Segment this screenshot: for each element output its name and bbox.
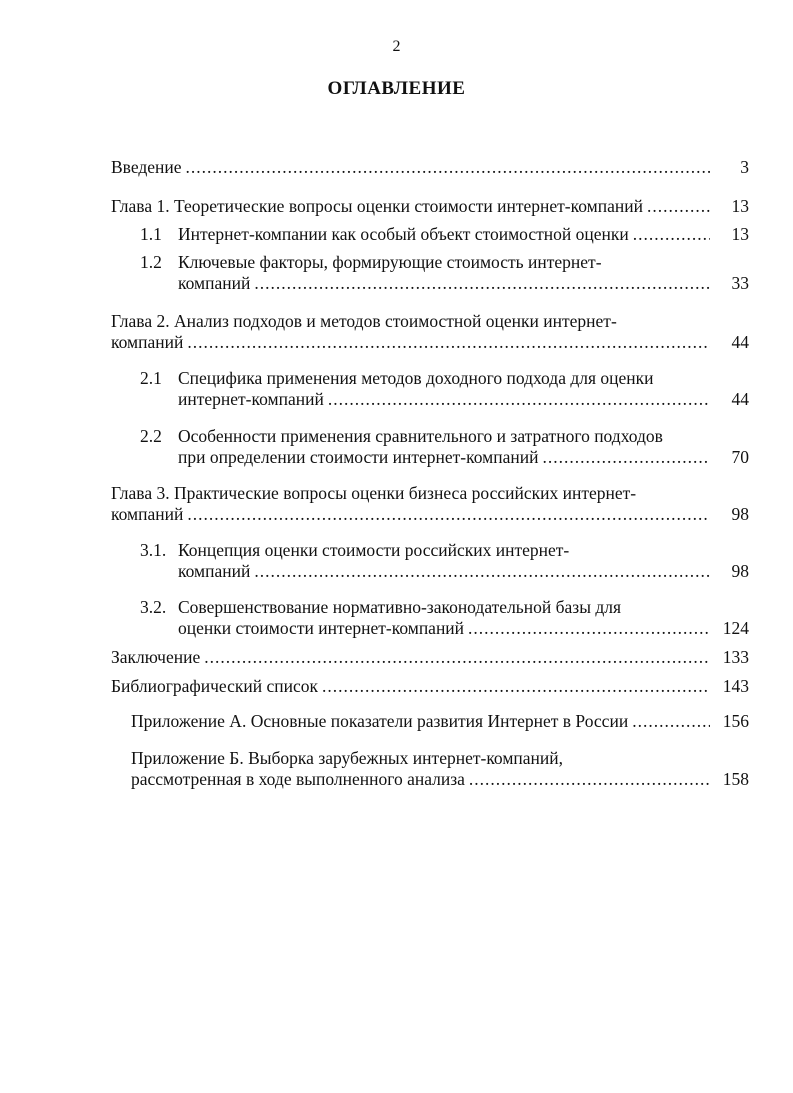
toc-entry-title-continued: оценки стоимости интернет-компаний	[178, 618, 465, 638]
toc-entry-title-continued: компаний	[111, 332, 184, 352]
toc-page-number: 13	[731, 196, 749, 216]
dot-leader	[643, 196, 710, 217]
toc-entry-number: 1.1	[140, 224, 162, 244]
toc-entry-title: Глава 3. Практические вопросы оценки бизнеса российских интернет-	[111, 483, 637, 503]
toc-entry-title-continued: компаний	[111, 504, 184, 524]
toc-entry-title: Приложение А. Основные показатели развития Интернет в России	[131, 711, 629, 731]
dot-leader	[465, 769, 710, 790]
dot-leader	[538, 447, 710, 468]
toc-entry-title: Глава 2. Анализ подходов и методов стоимостной оценки интернет-	[111, 311, 617, 331]
page-title: ОГЛАВЛЕНИЕ	[327, 78, 466, 99]
toc-entry-title: Интернет-компании как особый объект стоимостной оценки	[178, 224, 629, 244]
dot-leader	[183, 332, 710, 353]
toc-entry-title: Библиографический список	[111, 676, 319, 696]
dot-leader	[464, 618, 710, 639]
toc-page-number: 13	[731, 224, 749, 244]
dot-leader	[250, 273, 710, 294]
dot-leader	[183, 504, 710, 525]
toc-entry-title: Глава 1. Теоретические вопросы оценки стоимости интернет-компаний	[111, 196, 643, 216]
toc-entry-title-continued: компаний	[178, 273, 251, 293]
toc-entry-title-continued: рассмотренная в ходе выполненного анализа	[131, 769, 465, 789]
dot-leader	[628, 711, 710, 732]
toc-entry-title-continued: интернет-компаний	[178, 389, 324, 409]
toc-entry-title: Приложение Б. Выборка зарубежных интернет-компаний,	[131, 748, 564, 768]
toc-page-number: 44	[731, 389, 749, 409]
toc-page-number: 98	[731, 504, 749, 524]
toc-entry-title: Заключение	[111, 647, 201, 667]
toc-entry-title: Совершенствование нормативно-законодательной базы для	[178, 597, 622, 617]
dot-leader	[200, 647, 710, 668]
toc-entry-number: 2.2	[140, 426, 162, 446]
toc-page-number: 124	[722, 618, 749, 638]
dot-leader	[629, 224, 710, 245]
toc-page-number: 98	[731, 561, 749, 581]
toc-page-number: 3	[740, 157, 749, 177]
toc-page-number: 143	[722, 676, 749, 696]
toc-entry-number: 1.2	[140, 252, 162, 272]
toc-entry-title: Концепция оценки стоимости российских интернет-	[178, 540, 570, 560]
dot-leader	[318, 676, 710, 697]
toc-page-number: 44	[731, 332, 749, 352]
toc-entry-title-continued: компаний	[178, 561, 251, 581]
toc-page-number: 133	[722, 647, 749, 667]
dot-leader	[250, 561, 710, 582]
toc-page-number: 33	[731, 273, 749, 293]
page-number: 2	[392, 38, 401, 55]
toc-entry-number: 2.1	[140, 368, 162, 388]
toc-entry-number: 3.2.	[140, 597, 167, 617]
toc-entry-title: Введение	[111, 157, 182, 177]
toc-page-number: 70	[731, 447, 749, 467]
dot-leader	[182, 157, 710, 178]
toc-entry-title-continued: при определении стоимости интернет-компаний	[178, 447, 539, 467]
toc-entry-number: 3.1.	[140, 540, 167, 560]
toc-entry-title: Специфика применения методов доходного подхода для оценки	[178, 368, 654, 388]
toc-page-number: 156	[722, 711, 749, 731]
toc-entry-title: Особенности применения сравнительного и затратного подходов	[178, 426, 663, 446]
dot-leader	[324, 389, 710, 410]
toc-page-number: 158	[722, 769, 749, 789]
toc-entry-title: Ключевые факторы, формирующие стоимость интернет-	[178, 252, 602, 272]
